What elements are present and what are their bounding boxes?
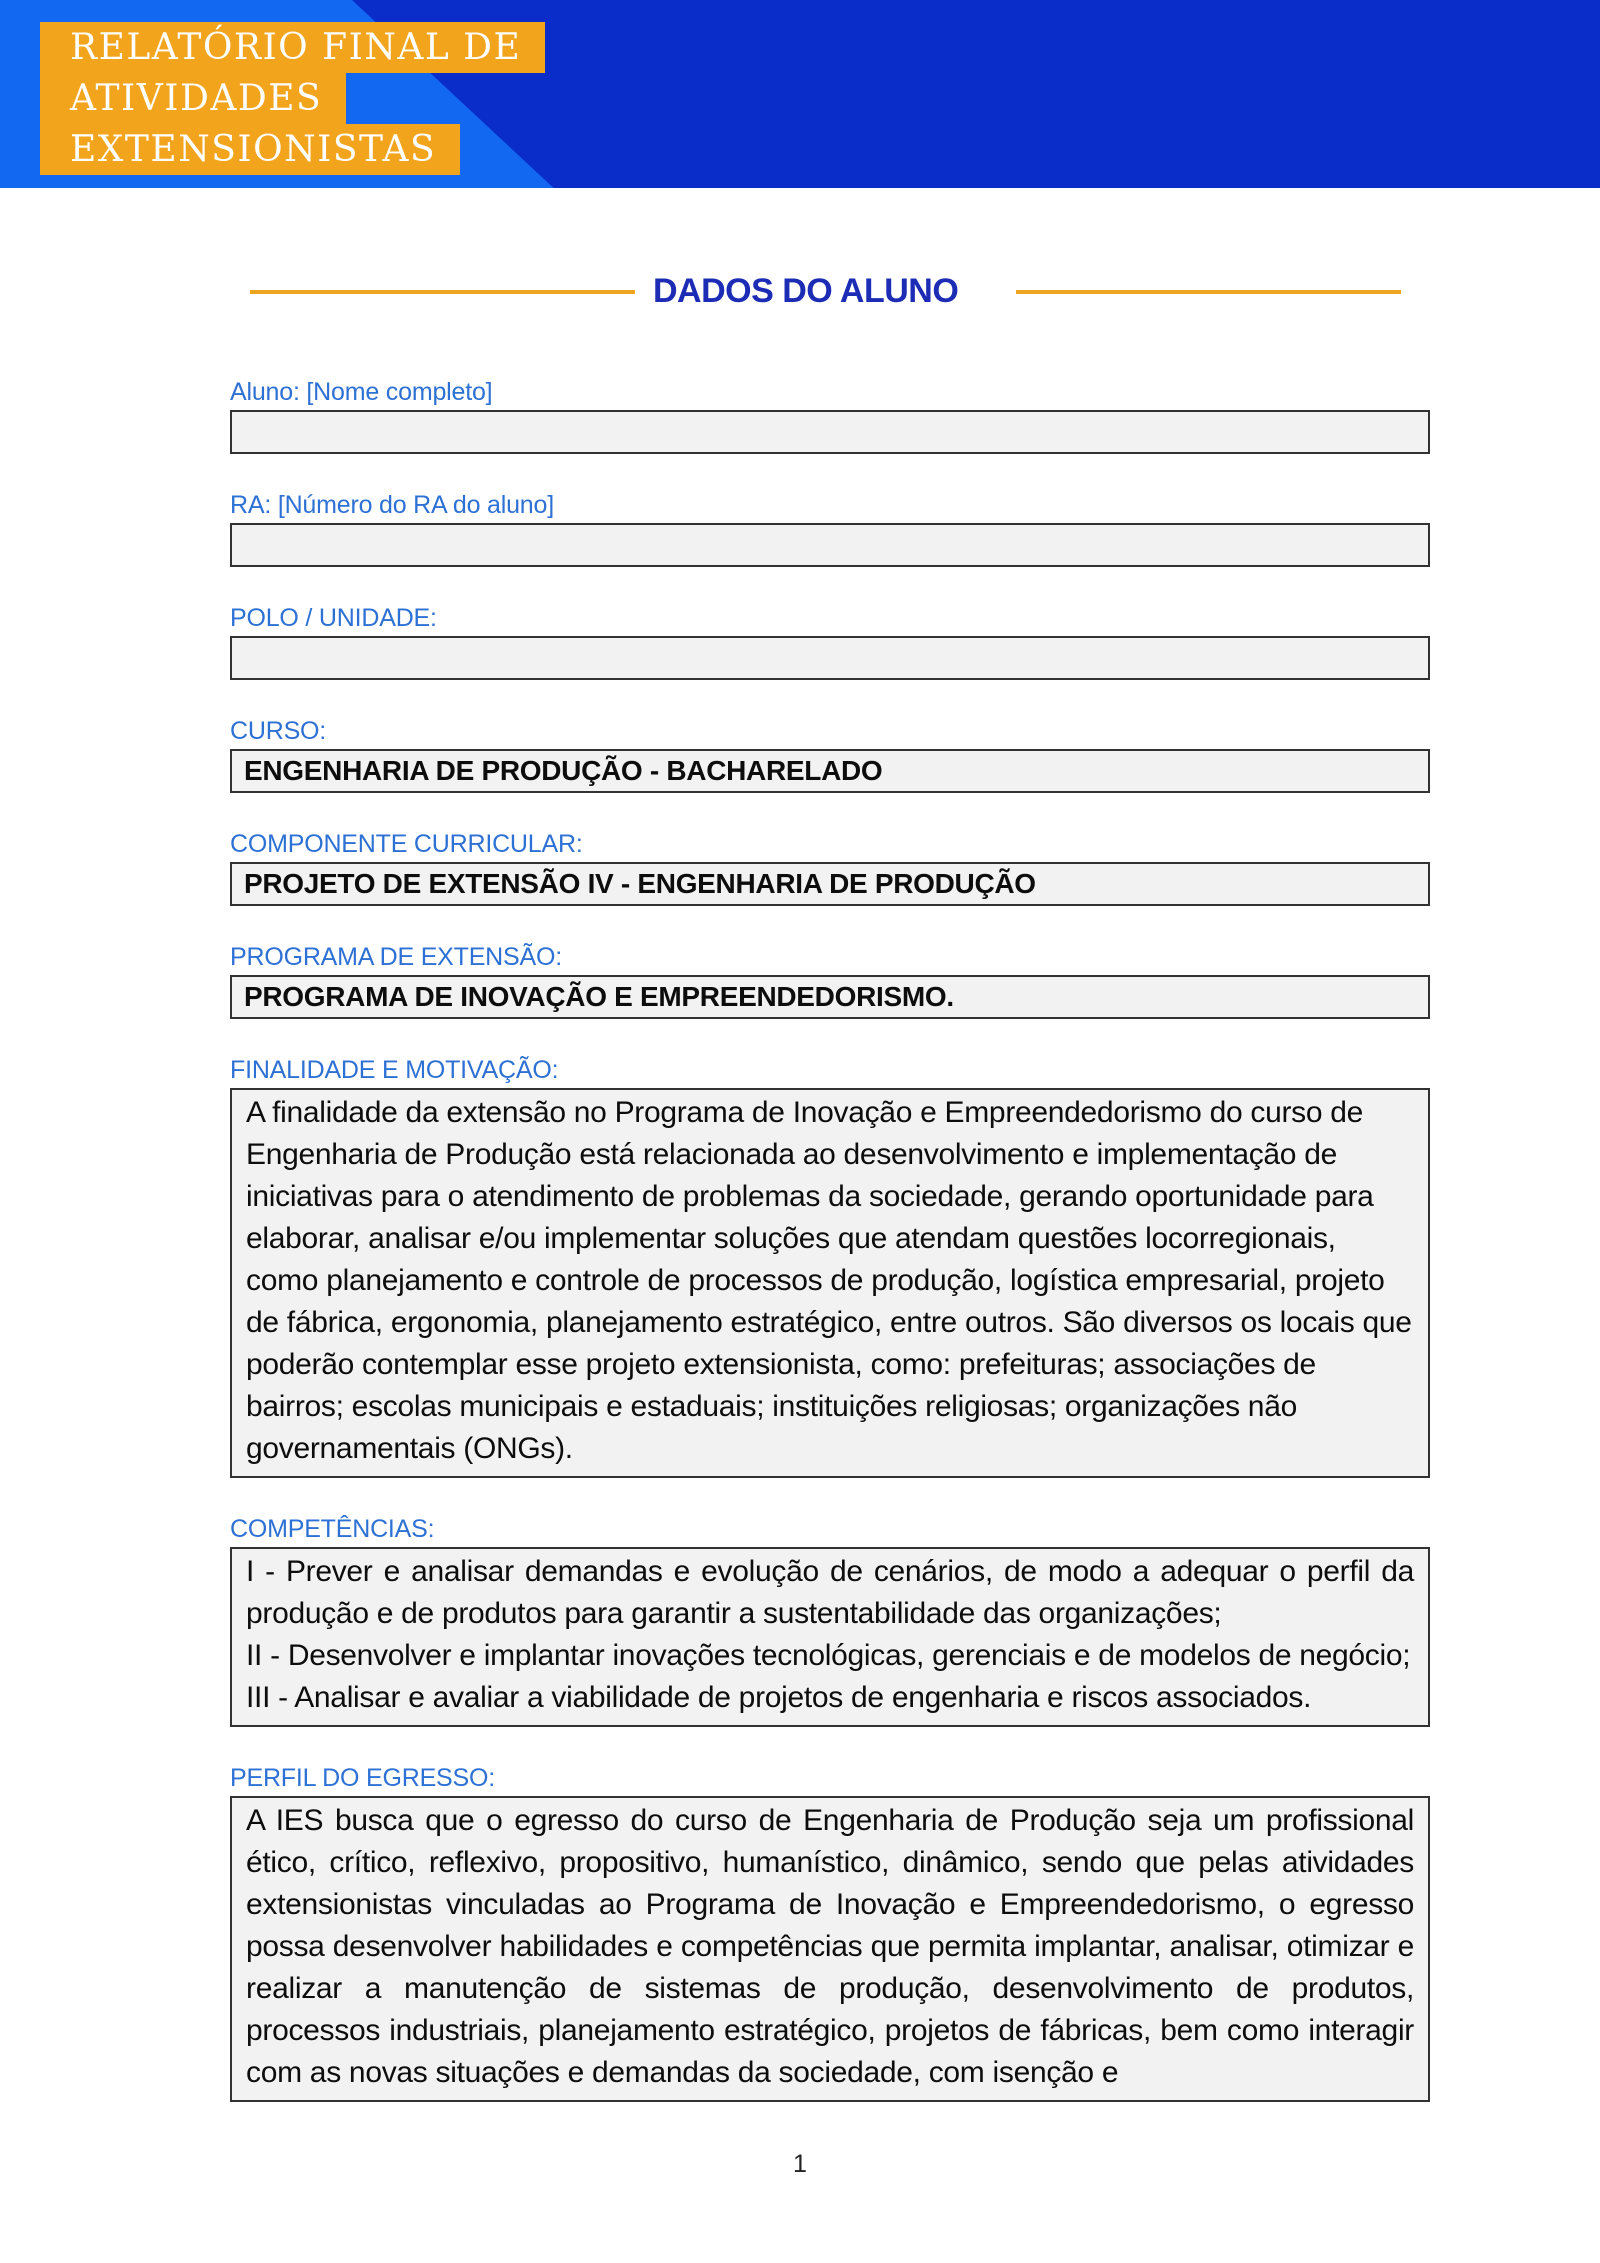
competencia-item-3: III - Analisar e avaliar a viabilidade de projetos de engenharia e riscos associados. [246,1681,1312,1714]
page-footer [0,2150,1600,2179]
field-section-polo [230,603,1430,680]
field-label-componente-curricular: COMPONENTE CURRICULAR: [230,830,583,858]
field-input-polo-unidade[interactable] [230,636,1430,680]
field-value-programa-extensao: PROGRAMA DE INOVAÇÃO E EMPREENDEDORISMO. [230,975,1430,1019]
badge-line-3: EXTENSIONISTAS [40,124,460,175]
title-rule-left [250,290,635,294]
field-label-ra: RA: [Número do RA do aluno] [230,491,554,519]
field-label-aluno: Aluno: [Nome completo] [230,378,493,406]
section-label-finalidade-motivacao: FINALIDADE E MOTIVAÇÃO: [230,1056,559,1084]
field-section-curso [230,716,1430,793]
field-input-ra[interactable] [230,523,1430,567]
title-rule-right [1016,290,1401,294]
section-finalidade-motivacao [230,1055,1430,1478]
section-label-perfil-egresso: PERFIL DO EGRESSO: [230,1764,495,1792]
form-content [230,188,1430,2102]
field-section-aluno [230,377,1430,454]
badge-line-1: RELATÓRIO FINAL DE [40,22,545,73]
page-number: 1 [793,2150,807,2178]
section-perfil-egresso [230,1763,1430,2102]
competencias-text-box [230,1547,1430,1727]
field-input-aluno[interactable] [230,410,1430,454]
badge-line-2: ATIVIDADES [40,73,346,124]
section-competencias [230,1514,1430,1727]
field-section-ra [230,490,1430,567]
perfil-egresso-text-box [230,1796,1430,2102]
competencia-item-2: II - Desenvolver e implantar inovações tecnológicas, gerenciais e de modelos de negócio; [246,1639,1411,1672]
field-section-programa-extensao [230,942,1430,1019]
competencia-item-1: I - Prever e analisar demandas e evolução de cenários, de modo a adequar o perfil da produção e de produtos para garantir a sustentabilidade das organizações; [246,1555,1414,1630]
finalidade-motivacao-text-box [230,1088,1430,1478]
page-title: DADOS DO ALUNO [653,272,959,310]
field-label-curso: CURSO: [230,717,327,745]
field-section-componente-curricular [230,829,1430,906]
header-banner [0,0,1600,188]
field-label-polo-unidade: POLO / UNIDADE: [230,604,437,632]
field-value-componente-curricular: PROJETO DE EXTENSÃO IV - ENGENHARIA DE PRODUÇÃO [230,862,1430,906]
section-title-row [230,188,1430,311]
field-value-curso: ENGENHARIA DE PRODUÇÃO - BACHARELADO [230,749,1430,793]
finalidade-paragraph: A finalidade da extensão no Programa de Inovação e Empreendedorismo do curso de Engenharia de Produção está relacionada ao desenvolvimento e implementação de iniciativas para o atendimento de problemas da sociedade, gerando oportunidade para elaborar, analisar e/ou implementar soluções que atendam questões locorregionais, como planejamento e controle de processos de produção, logística empresarial, projeto de fábrica, ergonomia, planejamento estratégico, entre outros. São diversos os locais que poderão contemplar esse projeto extensionista, como: prefeituras; associações de bairros; escolas municipais e estaduais; instituições religiosas; organizações não governamentais (ONGs). [246,1096,1412,1465]
section-label-competencias: COMPETÊNCIAS: [230,1515,435,1543]
perfil-egresso-paragraph: A IES busca que o egresso do curso de Engenharia de Produção seja um profissional ético, crítico, reflexivo, propositivo, humanístico, dinâmico, sendo que pelas atividades extensionistas vinculadas ao Programa de Inovação e Empreendedorismo, o egresso possa desenvolver habilidades e competências que permita implantar, analisar, otimizar e realizar a manutenção de sistemas de produção, desenvolvimento de produtos, processos industriais, planejamento estratégico, projetos de fábricas, bem como interagir com as novas situações e demandas da sociedade, com isenção e [246,1804,1414,2089]
report-title-badge [40,22,545,175]
field-label-programa-extensao: PROGRAMA DE EXTENSÃO: [230,943,562,971]
